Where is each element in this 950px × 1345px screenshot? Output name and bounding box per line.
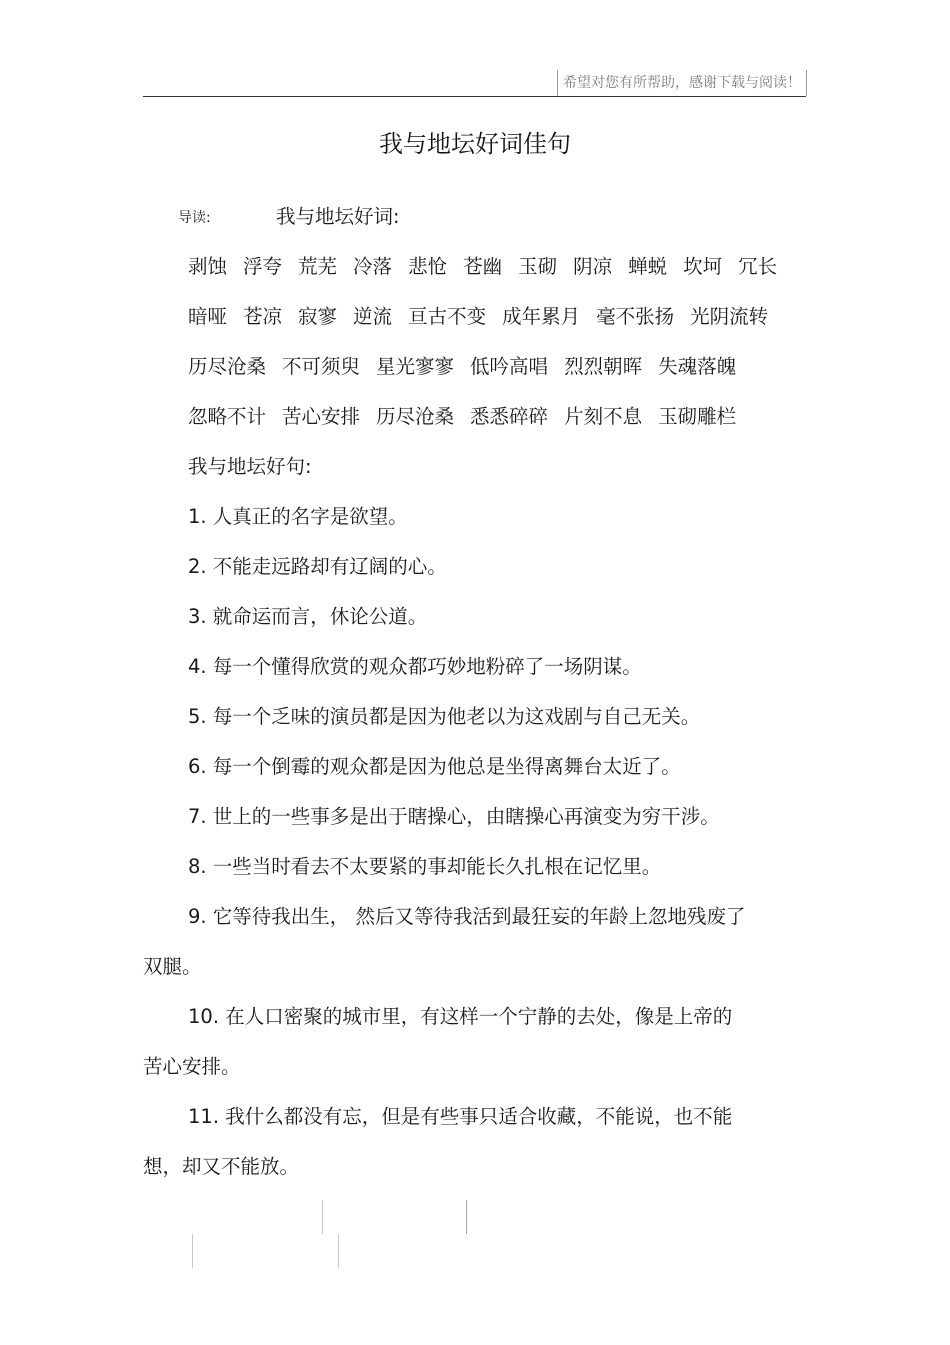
sentence: 4. 每一个懂得欣赏的观众都巧妙地粉碎了一场阴谋。 — [188, 655, 642, 678]
word: 浮夸 — [243, 255, 283, 278]
word: 玉砌 — [518, 255, 558, 278]
sentence: 3. 就命运而言，休论公道。 — [188, 605, 428, 628]
word: 坎坷 — [683, 255, 723, 278]
scan-artifact-line — [338, 1234, 339, 1268]
lead-label: 导读: — [178, 210, 211, 226]
word-row-4 — [188, 404, 736, 430]
word-row-3 — [188, 354, 736, 380]
sentence: 8. 一些当时看去不太要紧的事却能长久扎根在记忆里。 — [188, 855, 662, 878]
sentence: 5. 每一个乏味的演员都是因为他老以为这戏剧与自己无关。 — [188, 705, 701, 728]
scan-artifact-line — [192, 1234, 193, 1268]
word-row-1 — [188, 254, 777, 280]
word: 剥蚀 — [188, 255, 228, 278]
sentence: 7. 世上的一些事多是出于瞎操心，由瞎操心再演变为穷干涉。 — [188, 805, 720, 828]
word: 悲怆 — [408, 255, 448, 278]
sentence-first-line: 9. 它等待我出生， 然后又等待我活到最狂妄的年龄上忽地残废了 — [188, 905, 746, 928]
word: 冗长 — [738, 255, 778, 278]
word: 失魂落魄 — [658, 355, 737, 378]
word: 星光寥寥 — [376, 355, 455, 378]
word: 历尽沧桑 — [376, 405, 455, 428]
sentences-heading: 我与地坛好句: — [188, 455, 312, 478]
word: 悉悉碎碎 — [470, 405, 549, 428]
word: 片刻不息 — [564, 405, 643, 428]
sentence: 2. 不能走远路却有辽阔的心。 — [188, 555, 447, 578]
header-rule — [143, 96, 806, 97]
word: 寂寥 — [298, 305, 338, 328]
word: 苦心安排 — [282, 405, 361, 428]
page-title: 我与地坛好词佳句 — [379, 130, 571, 158]
scan-artifact-line — [322, 1200, 323, 1234]
word: 蝉蜕 — [628, 255, 668, 278]
word-row-2 — [188, 304, 768, 330]
sentence-continuation: 双腿。 — [143, 955, 202, 978]
words-heading: 我与地坛好词: — [276, 205, 400, 228]
word: 玉砌雕栏 — [658, 405, 737, 428]
word: 忽略不计 — [188, 405, 267, 428]
word: 暗哑 — [188, 305, 228, 328]
word: 成年累月 — [502, 305, 581, 328]
word: 低吟高唱 — [470, 355, 549, 378]
sentence-continuation: 苦心安排。 — [143, 1055, 241, 1078]
word: 阴凉 — [573, 255, 613, 278]
word: 亘古不变 — [408, 305, 487, 328]
header-note: 希望对您有所帮助，感谢下载与阅读！ — [557, 70, 807, 96]
sentence-first-line: 11. 我什么都没有忘，但是有些事只适合收藏，不能说，也不能 — [188, 1105, 733, 1128]
sentence: 6. 每一个倒霉的观众都是因为他总是坐得离舞台太近了。 — [188, 755, 681, 778]
sentence-first-line: 10. 在人口密聚的城市里，有这样一个宁静的去处，像是上帝的 — [188, 1005, 733, 1028]
word: 荒芜 — [298, 255, 338, 278]
sentence: 1. 人真正的名字是欲望。 — [188, 505, 408, 528]
sentence-continuation: 想，却又不能放。 — [143, 1155, 300, 1178]
word: 逆流 — [353, 305, 393, 328]
word: 不可须臾 — [282, 355, 361, 378]
scan-artifact-line — [466, 1200, 467, 1234]
word: 毫不张扬 — [596, 305, 675, 328]
word: 苍凉 — [243, 305, 283, 328]
word: 历尽沧桑 — [188, 355, 267, 378]
word: 冷落 — [353, 255, 393, 278]
word: 光阴流转 — [690, 305, 769, 328]
word: 烈烈朝晖 — [564, 355, 643, 378]
word: 苍幽 — [463, 255, 503, 278]
